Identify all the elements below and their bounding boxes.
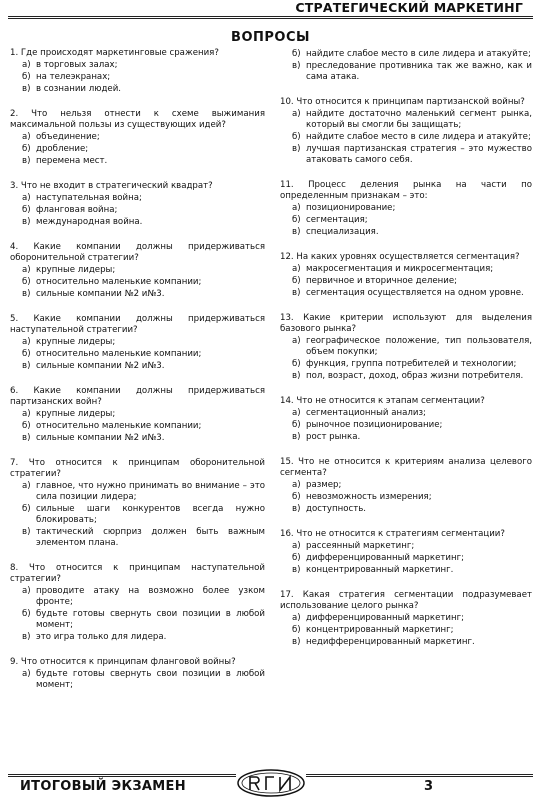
answer-option — [292, 637, 532, 648]
answer-option — [292, 276, 532, 287]
option-text: дифференцированный маркетинг; — [306, 553, 464, 563]
option-letter: в) — [22, 361, 31, 371]
option-text: позиционирование; — [306, 203, 396, 213]
answer-option — [22, 361, 265, 372]
option-letter: б) — [22, 421, 31, 431]
option-letter: а) — [22, 60, 31, 70]
option-text: сегментационный анализ; — [306, 408, 426, 418]
option-letter: а) — [292, 480, 301, 490]
rgi-logo-icon — [236, 768, 306, 798]
option-text: в сознании людей. — [36, 84, 122, 94]
answer-option — [292, 359, 532, 370]
continued-options — [280, 49, 532, 83]
option-letter: в) — [22, 84, 31, 94]
header-title: СТРАТЕГИЧЕСКИЙ МАРКЕТИНГ — [295, 0, 523, 15]
option-text: это игра только для лидера. — [36, 632, 167, 642]
answer-option — [292, 553, 532, 564]
question-item — [280, 180, 532, 238]
option-letter: а) — [292, 541, 301, 551]
option-text: относительно маленькие компании; — [36, 277, 202, 287]
answer-option — [22, 433, 265, 444]
option-text: географическое положение, тип пользователя, объем покупки; — [306, 336, 532, 357]
option-letter: б) — [292, 420, 301, 430]
answer-option — [22, 289, 265, 300]
option-text: концентрированный маркетинг; — [306, 625, 454, 635]
option-text: в торговых залах; — [36, 60, 118, 70]
option-text: главное, что нужно принимать во внимание – это сила позиции лидера; — [36, 481, 265, 502]
answer-option — [292, 215, 532, 226]
question-item — [280, 590, 532, 648]
question-text: 7. Что относится к принципам оборонительной стратегии? — [10, 458, 265, 479]
question-text: 11. Процесс деления рынка на части по определенным признакам – это: — [280, 180, 532, 201]
option-letter: в) — [22, 289, 31, 299]
answer-option — [292, 264, 532, 275]
option-text: наступательная война; — [36, 193, 142, 203]
option-text: крупные лидеры; — [36, 337, 116, 347]
question-text: 14. Что не относится к этапам сегментации? — [280, 396, 485, 406]
question-item — [280, 313, 532, 382]
option-text: дифференцированный маркетинг; — [306, 613, 464, 623]
question-item — [280, 252, 532, 299]
answer-option — [22, 609, 265, 631]
answer-option — [22, 156, 265, 167]
option-letter: в) — [292, 144, 301, 154]
answer-option — [292, 625, 532, 636]
answer-option — [22, 277, 265, 288]
option-letter: б) — [22, 277, 31, 287]
footer-title: ИТОГОВЫЙ ЭКЗАМЕН — [20, 779, 186, 794]
option-text: дробление; — [36, 144, 89, 154]
question-text: 9. Что относится к принципам фланговой войны? — [10, 657, 236, 667]
answer-option — [22, 265, 265, 276]
question-text: 16. Что не относится к стратегиям сегментации? — [280, 529, 505, 539]
option-text: на телеэкранах; — [36, 72, 111, 82]
answer-option — [22, 349, 265, 360]
answer-option — [22, 504, 265, 526]
answer-option — [292, 492, 532, 503]
answer-option — [22, 421, 265, 432]
option-letter: б) — [292, 132, 301, 142]
answer-option — [22, 527, 265, 549]
answer-option — [292, 541, 532, 552]
option-letter: а) — [22, 337, 31, 347]
option-letter: б) — [22, 349, 31, 359]
option-letter: в) — [292, 637, 301, 647]
option-letter: в) — [22, 156, 31, 166]
option-letter: в) — [292, 288, 301, 298]
option-letter: б) — [292, 553, 301, 563]
question-item — [10, 181, 265, 228]
answer-option — [22, 409, 265, 420]
question-text: 10. Что относится к принципам партизанской войны? — [280, 97, 525, 107]
question-item — [10, 563, 265, 643]
question-item — [10, 314, 265, 372]
option-text: первичное и вторичное деление; — [306, 276, 458, 286]
option-letter: в) — [22, 527, 31, 537]
answer-option — [292, 613, 532, 624]
question-text: 13. Какие критерии используют для выделения базового рынка? — [280, 313, 532, 334]
option-letter: а) — [292, 336, 301, 346]
option-letter: в) — [292, 432, 301, 442]
answer-option — [22, 481, 265, 503]
question-text: 4. Какие компании должны придерживаться оборонительной стратегии? — [10, 242, 265, 263]
option-text: найдите достаточно маленький сегмент рынка, который вы смогли бы защищать; — [306, 109, 532, 130]
answer-option — [22, 84, 265, 95]
option-text: относительно маленькие компании; — [36, 349, 202, 359]
page-number: 3 — [423, 779, 433, 794]
option-letter: а) — [292, 264, 301, 274]
option-text: относительно маленькие компании; — [36, 421, 202, 431]
option-text: крупные лидеры; — [36, 265, 116, 275]
option-text: сегментация осуществляется на одном уровне. — [306, 288, 524, 298]
option-letter: б) — [292, 359, 301, 369]
option-letter: б) — [292, 625, 301, 635]
answer-option — [22, 632, 265, 643]
option-letter: б) — [22, 609, 31, 619]
question-item — [280, 97, 532, 166]
answer-option — [292, 144, 532, 166]
question-item — [10, 657, 265, 691]
option-letter: в) — [292, 371, 301, 381]
option-text: лучшая партизанская стратегия – это мужество атаковать самого себя. — [306, 144, 532, 165]
option-text: преследование противника так же важно, как и сама атака. — [306, 61, 532, 82]
question-item — [280, 529, 532, 576]
option-letter: б) — [22, 144, 31, 154]
option-text: тактический сюрприз должен быть важным элементом плана. — [36, 527, 265, 548]
question-item — [10, 242, 265, 300]
option-letter: б) — [292, 276, 301, 286]
answer-option — [22, 60, 265, 71]
option-letter: б) — [292, 492, 301, 502]
option-text: специализация. — [306, 227, 379, 237]
option-text: перемена мест. — [36, 156, 108, 166]
answer-option — [292, 432, 532, 443]
question-item — [10, 48, 265, 95]
option-letter: в) — [22, 433, 31, 443]
option-letter: в) — [22, 632, 31, 642]
option-text: рыночное позиционирование; — [306, 420, 443, 430]
option-letter: б) — [22, 504, 31, 514]
option-letter: а) — [22, 193, 31, 203]
answer-option — [292, 565, 532, 576]
option-letter: а) — [22, 586, 31, 596]
answer-option — [292, 109, 532, 131]
answer-option — [292, 336, 532, 358]
question-text: 2. Что нельзя отнести к схеме выжимания максимальной пользы из существующих идей? — [10, 109, 265, 130]
option-text: найдите слабое место в силе лидера и атакуйте; — [306, 132, 531, 142]
question-text: 6. Какие компании должны придерживаться партизанских войн? — [10, 386, 265, 407]
answer-option — [292, 420, 532, 431]
option-text: недифференцированный маркетинг. — [306, 637, 475, 647]
option-letter: в) — [22, 217, 31, 227]
option-text: концентрированный маркетинг. — [306, 565, 454, 575]
option-text: сильные компании №2 и№3. — [36, 289, 165, 299]
answer-option — [292, 132, 532, 143]
option-text: функция, группа потребителей и технологии; — [306, 359, 517, 369]
option-letter: а) — [292, 408, 301, 418]
option-text: объединение; — [36, 132, 100, 142]
option-letter: а) — [292, 203, 301, 213]
option-letter: б) — [292, 49, 301, 59]
option-text: сильные компании №2 и№3. — [36, 433, 165, 443]
option-letter: в) — [292, 61, 301, 71]
question-item — [10, 109, 265, 167]
option-text: пол, возраст, доход, образ жизни потребителя. — [306, 371, 524, 381]
question-text: 17. Какая стратегия сегментации подразумевает использование целого рынка? — [280, 590, 532, 611]
option-text: размер; — [306, 480, 342, 490]
question-text: 3. Что не входит в стратегический квадрат? — [10, 181, 213, 191]
answer-option — [22, 72, 265, 83]
answer-option — [292, 227, 532, 238]
option-letter: а) — [22, 669, 31, 679]
option-text: проводите атаку на возможно более узком фронте; — [36, 586, 265, 607]
option-text: будьте готовы свернуть свои позиции в любой момент; — [36, 669, 265, 690]
question-text: 1. Где происходят маркетинговые сражения? — [10, 48, 219, 58]
option-text: рост рынка. — [306, 432, 361, 442]
option-letter: а) — [292, 109, 301, 119]
option-letter: в) — [292, 227, 301, 237]
option-text: невозможность измерения; — [306, 492, 432, 502]
option-text: макросегментация и микросегментация; — [306, 264, 494, 274]
question-text: 5. Какие компании должны придерживаться наступательной стратегии? — [10, 314, 265, 335]
option-letter: а) — [22, 265, 31, 275]
answer-option — [292, 480, 532, 491]
answer-option — [292, 49, 532, 60]
answer-option — [22, 132, 265, 143]
answer-option — [22, 586, 265, 608]
answer-option — [22, 669, 265, 691]
option-letter: б) — [292, 215, 301, 225]
answer-option — [22, 217, 265, 228]
question-text: 15. Что не относится к критериям анализа целевого сегмента? — [280, 457, 532, 478]
answer-option — [22, 193, 265, 204]
question-item — [280, 457, 532, 515]
section-title: ВОПРОСЫ — [231, 30, 310, 45]
footer — [8, 762, 533, 800]
answer-option — [292, 61, 532, 83]
header-bar — [8, 0, 533, 19]
question-item — [280, 396, 532, 443]
option-text: международная война. — [36, 217, 143, 227]
option-text: будьте готовы свернуть свои позиции в любой момент; — [36, 609, 265, 630]
answer-option — [292, 288, 532, 299]
option-text: найдите слабое место в силе лидера и атакуйте; — [306, 49, 531, 59]
option-text: крупные лидеры; — [36, 409, 116, 419]
left-column — [10, 48, 265, 705]
question-text: 8. Что относится к принципам наступательной стратегии? — [10, 563, 265, 584]
option-letter: а) — [22, 481, 31, 491]
option-letter: в) — [292, 565, 301, 575]
answer-option — [22, 205, 265, 216]
option-letter: а) — [22, 132, 31, 142]
option-text: доступность. — [306, 504, 367, 514]
option-text: рассеянный маркетинг; — [306, 541, 415, 551]
question-item — [10, 386, 265, 444]
answer-option — [22, 144, 265, 155]
option-text: фланговая война; — [36, 205, 118, 215]
right-column — [280, 48, 532, 662]
answer-option — [292, 504, 532, 515]
option-letter: а) — [22, 409, 31, 419]
answer-option — [22, 337, 265, 348]
option-letter: а) — [292, 613, 301, 623]
option-text: сильные шаги конкурентов всегда нужно блокировать; — [36, 504, 265, 525]
answer-option — [292, 371, 532, 382]
option-text: сегментация; — [306, 215, 368, 225]
option-letter: б) — [22, 205, 31, 215]
option-text: сильные компании №2 и№3. — [36, 361, 165, 371]
question-text: 12. На каких уровнях осуществляется сегментация? — [280, 252, 520, 262]
option-letter: в) — [292, 504, 301, 514]
answer-option — [292, 408, 532, 419]
question-item — [10, 458, 265, 549]
answer-option — [292, 203, 532, 214]
option-letter: б) — [22, 72, 31, 82]
